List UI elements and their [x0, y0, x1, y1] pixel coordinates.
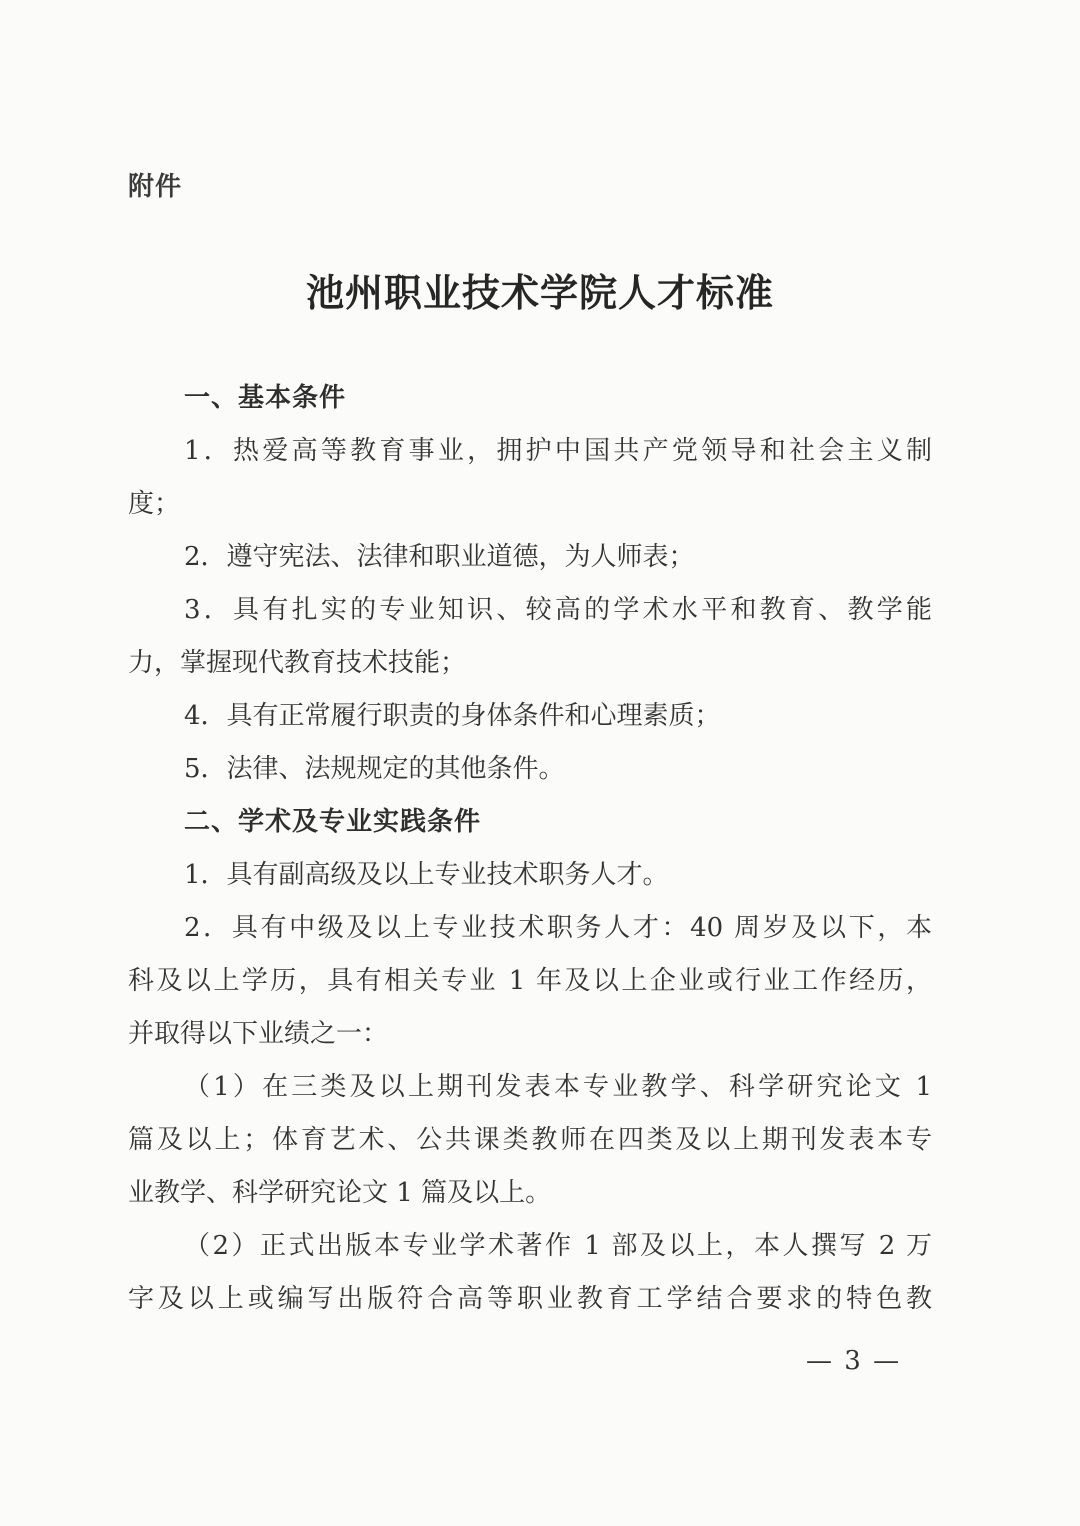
paragraph-line: 度；: [128, 489, 181, 519]
document-body: [128, 372, 932, 1326]
attachment-label: 附件: [128, 172, 183, 202]
paragraph-line: 并取得以下业绩之一：: [128, 1019, 389, 1049]
document-title: 池州职业技术学院人才标准: [305, 270, 774, 315]
paragraph-line: 科及以上学历，具有相关专业 1 年及以上企业或行业工作经历，: [128, 966, 932, 996]
paragraph-line: 力，掌握现代教育技术技能；: [128, 648, 467, 678]
section-heading-basic-conditions: 一、基本条件: [184, 383, 347, 413]
paragraph-line: 2．具有中级及以上专业技术职务人才：40 周岁及以下，本: [184, 913, 932, 943]
paragraph-line: （2）正式出版本专业学术著作 1 部及以上，本人撰写 2 万: [184, 1231, 932, 1261]
paragraph-line: 篇及以上；体育艺术、公共课类教师在四类及以上期刊发表本专: [128, 1125, 932, 1155]
paragraph-line: 5．法律、法规规定的其他条件。: [184, 754, 565, 784]
paragraph-line: 字及以上或编写出版符合高等职业教育工学结合要求的特色教: [128, 1284, 932, 1314]
page-number: — 3 —: [806, 1346, 902, 1376]
paragraph-line: 业教学、科学研究论文 1 篇及以上。: [128, 1178, 552, 1208]
paragraph-line: 4．具有正常履行职责的身体条件和心理素质；: [184, 701, 721, 731]
paragraph-line: 2．遵守宪法、法律和职业道德，为人师表；: [184, 542, 695, 572]
paragraph-line: （1）在三类及以上期刊发表本专业教学、科学研究论文 1: [184, 1072, 932, 1102]
paragraph-line: 1．热爱高等教育事业，拥护中国共产党领导和社会主义制: [184, 436, 932, 466]
paragraph-line: 1．具有副高级及以上专业技术职务人才。: [184, 860, 669, 890]
section-heading-academic-practice: 二、学术及专业实践条件: [184, 807, 482, 837]
paragraph-line: 3．具有扎实的专业知识、较高的学术水平和教育、教学能: [184, 595, 932, 625]
